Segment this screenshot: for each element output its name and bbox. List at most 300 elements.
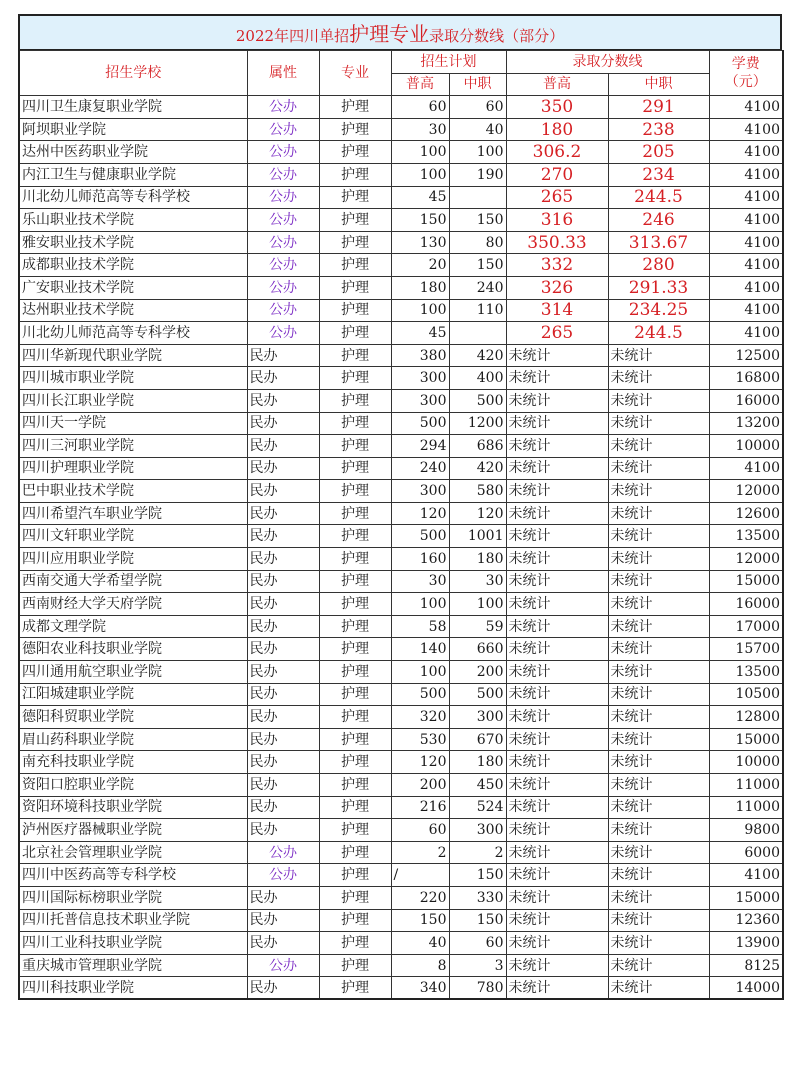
plan-vocational-cell: 180	[449, 751, 506, 774]
score-vocational-cell: 未统计	[608, 683, 709, 706]
plan-general-cell: 300	[391, 367, 449, 390]
plan-general-cell: 216	[391, 796, 449, 819]
plan-general-cell: 140	[391, 638, 449, 661]
major-cell: 护理	[319, 932, 391, 955]
fee-cell: 4100	[709, 163, 783, 186]
score-general-cell: 未统计	[506, 344, 608, 367]
major-cell: 护理	[319, 909, 391, 932]
plan-vocational-cell	[449, 186, 506, 209]
fee-cell: 15000	[709, 570, 783, 593]
fee-cell: 16800	[709, 367, 783, 390]
plan-vocational-cell: 200	[449, 661, 506, 684]
score-vocational-cell: 未统计	[608, 570, 709, 593]
fee-cell: 16000	[709, 593, 783, 616]
score-general-cell: 未统计	[506, 954, 608, 977]
type-cell: 民办	[247, 751, 319, 774]
score-general-cell: 未统计	[506, 480, 608, 503]
school-cell: 西南财经大学天府学院	[19, 593, 247, 616]
school-cell: 四川工业科技职业学院	[19, 932, 247, 955]
score-general-cell: 未统计	[506, 683, 608, 706]
score-general-cell: 未统计	[506, 706, 608, 729]
plan-general-cell: 320	[391, 706, 449, 729]
admission-score-sheet	[18, 14, 782, 1000]
plan-vocational-cell: 150	[449, 254, 506, 277]
plan-vocational-cell: 60	[449, 932, 506, 955]
sheet-title	[18, 14, 782, 50]
fee-cell: 15700	[709, 638, 783, 661]
type-cell: 民办	[247, 819, 319, 842]
school-cell: 四川华新现代职业学院	[19, 344, 247, 367]
score-vocational-cell: 未统计	[608, 367, 709, 390]
score-vocational-cell: 234.25	[608, 299, 709, 322]
header-plan-vocational: 中职	[449, 73, 506, 96]
score-general-cell: 未统计	[506, 977, 608, 1000]
score-vocational-cell: 244.5	[608, 322, 709, 345]
major-cell: 护理	[319, 796, 391, 819]
school-cell: 巴中职业技术学院	[19, 480, 247, 503]
major-cell: 护理	[319, 661, 391, 684]
score-general-cell: 未统计	[506, 864, 608, 887]
school-cell: 四川护理职业学院	[19, 457, 247, 480]
plan-vocational-cell: 400	[449, 367, 506, 390]
major-cell: 护理	[319, 412, 391, 435]
type-cell: 民办	[247, 435, 319, 458]
score-general-cell: 未统计	[506, 819, 608, 842]
header-plan-general: 普高	[391, 73, 449, 96]
score-general-cell: 未统计	[506, 841, 608, 864]
type-cell: 公办	[247, 864, 319, 887]
fee-cell: 15000	[709, 886, 783, 909]
major-cell: 护理	[319, 389, 391, 412]
fee-cell: 10000	[709, 751, 783, 774]
score-vocational-cell: 未统计	[608, 593, 709, 616]
table-row	[19, 141, 783, 164]
table-row	[19, 186, 783, 209]
type-cell: 民办	[247, 570, 319, 593]
type-cell: 民办	[247, 457, 319, 480]
score-general-cell: 326	[506, 276, 608, 299]
table-row	[19, 819, 783, 842]
type-cell: 公办	[247, 299, 319, 322]
score-general-cell: 未统计	[506, 638, 608, 661]
score-general-cell: 未统计	[506, 886, 608, 909]
table-row	[19, 977, 783, 1000]
type-cell: 民办	[247, 774, 319, 797]
school-cell: 眉山药科职业学院	[19, 728, 247, 751]
major-cell: 护理	[319, 186, 391, 209]
plan-general-cell: 130	[391, 231, 449, 254]
type-cell: 民办	[247, 909, 319, 932]
school-cell: 四川中医药高等专科学校	[19, 864, 247, 887]
plan-vocational-cell: 450	[449, 774, 506, 797]
type-cell: 民办	[247, 525, 319, 548]
header-score: 录取分数线	[506, 51, 709, 74]
school-cell: 成都职业技术学院	[19, 254, 247, 277]
score-vocational-cell: 未统计	[608, 909, 709, 932]
score-vocational-cell: 未统计	[608, 502, 709, 525]
table-row	[19, 457, 783, 480]
plan-vocational-cell: 3	[449, 954, 506, 977]
score-general-cell: 未统计	[506, 932, 608, 955]
major-cell: 护理	[319, 751, 391, 774]
score-general-cell: 未统计	[506, 570, 608, 593]
score-general-cell: 270	[506, 163, 608, 186]
header-plan: 招生计划	[391, 51, 506, 74]
fee-cell: 13200	[709, 412, 783, 435]
table-row	[19, 118, 783, 141]
plan-general-cell: 500	[391, 683, 449, 706]
score-vocational-cell: 246	[608, 209, 709, 232]
type-cell: 民办	[247, 615, 319, 638]
school-cell: 德阳农业科技职业学院	[19, 638, 247, 661]
fee-cell: 4100	[709, 118, 783, 141]
plan-general-cell: 120	[391, 502, 449, 525]
table-row	[19, 276, 783, 299]
score-vocational-cell: 313.67	[608, 231, 709, 254]
school-cell: 四川天一学院	[19, 412, 247, 435]
school-cell: 四川通用航空职业学院	[19, 661, 247, 684]
school-cell: 四川国际标榜职业学院	[19, 886, 247, 909]
type-cell: 民办	[247, 389, 319, 412]
major-cell: 护理	[319, 435, 391, 458]
school-cell: 达州职业技术学院	[19, 299, 247, 322]
score-general-cell: 未统计	[506, 525, 608, 548]
score-general-cell: 未统计	[506, 593, 608, 616]
score-vocational-cell: 未统计	[608, 774, 709, 797]
plan-vocational-cell: 500	[449, 389, 506, 412]
major-cell: 护理	[319, 457, 391, 480]
header-score-general: 普高	[506, 73, 608, 96]
fee-cell: 4100	[709, 299, 783, 322]
plan-vocational-cell: 330	[449, 886, 506, 909]
score-vocational-cell: 未统计	[608, 728, 709, 751]
major-cell: 护理	[319, 525, 391, 548]
major-cell: 护理	[319, 322, 391, 345]
type-cell: 公办	[247, 322, 319, 345]
table-row	[19, 570, 783, 593]
fee-cell: 11000	[709, 796, 783, 819]
plan-general-cell: 30	[391, 570, 449, 593]
table-row	[19, 864, 783, 887]
major-cell: 护理	[319, 344, 391, 367]
fee-cell: 17000	[709, 615, 783, 638]
type-cell: 民办	[247, 661, 319, 684]
plan-vocational-cell	[449, 322, 506, 345]
header-row-1	[19, 51, 783, 74]
plan-vocational-cell: 240	[449, 276, 506, 299]
type-cell: 民办	[247, 977, 319, 1000]
plan-general-cell: /	[391, 864, 449, 887]
type-cell: 民办	[247, 367, 319, 390]
score-general-cell: 未统计	[506, 412, 608, 435]
plan-vocational-cell: 300	[449, 706, 506, 729]
fee-cell: 8125	[709, 954, 783, 977]
plan-vocational-cell: 59	[449, 615, 506, 638]
score-general-cell: 未统计	[506, 909, 608, 932]
plan-vocational-cell: 100	[449, 141, 506, 164]
type-cell: 公办	[247, 186, 319, 209]
school-cell: 资阳环境科技职业学院	[19, 796, 247, 819]
school-cell: 四川城市职业学院	[19, 367, 247, 390]
major-cell: 护理	[319, 276, 391, 299]
plan-general-cell: 100	[391, 593, 449, 616]
plan-vocational-cell: 686	[449, 435, 506, 458]
major-cell: 护理	[319, 163, 391, 186]
type-cell: 公办	[247, 954, 319, 977]
fee-cell: 10500	[709, 683, 783, 706]
score-general-cell: 350	[506, 96, 608, 119]
fee-cell: 16000	[709, 389, 783, 412]
major-cell: 护理	[319, 231, 391, 254]
plan-vocational-cell: 300	[449, 819, 506, 842]
major-cell: 护理	[319, 502, 391, 525]
type-cell: 民办	[247, 344, 319, 367]
fee-cell: 13500	[709, 525, 783, 548]
fee-cell: 4100	[709, 141, 783, 164]
table-row	[19, 96, 783, 119]
score-vocational-cell: 未统计	[608, 977, 709, 1000]
score-vocational-cell: 未统计	[608, 864, 709, 887]
plan-vocational-cell: 420	[449, 344, 506, 367]
school-cell: 四川卫生康复职业学院	[19, 96, 247, 119]
table-row	[19, 412, 783, 435]
school-cell: 成都文理学院	[19, 615, 247, 638]
score-general-cell: 未统计	[506, 796, 608, 819]
score-table	[18, 50, 784, 1000]
plan-general-cell: 150	[391, 909, 449, 932]
plan-general-cell: 240	[391, 457, 449, 480]
plan-general-cell: 380	[391, 344, 449, 367]
table-row	[19, 389, 783, 412]
plan-vocational-cell: 670	[449, 728, 506, 751]
table-row	[19, 706, 783, 729]
plan-general-cell: 120	[391, 751, 449, 774]
table-row	[19, 886, 783, 909]
type-cell: 民办	[247, 886, 319, 909]
plan-vocational-cell: 110	[449, 299, 506, 322]
type-cell: 公办	[247, 254, 319, 277]
major-cell: 护理	[319, 118, 391, 141]
table-row	[19, 954, 783, 977]
table-row	[19, 525, 783, 548]
major-cell: 护理	[319, 96, 391, 119]
plan-vocational-cell: 150	[449, 209, 506, 232]
plan-general-cell: 180	[391, 276, 449, 299]
school-cell: 阿坝职业学院	[19, 118, 247, 141]
plan-vocational-cell: 100	[449, 593, 506, 616]
table-row	[19, 548, 783, 571]
fee-cell: 12500	[709, 344, 783, 367]
plan-general-cell: 45	[391, 322, 449, 345]
score-vocational-cell: 未统计	[608, 819, 709, 842]
major-cell: 护理	[319, 209, 391, 232]
score-vocational-cell: 未统计	[608, 480, 709, 503]
fee-cell: 14000	[709, 977, 783, 1000]
type-cell: 民办	[247, 728, 319, 751]
plan-general-cell: 40	[391, 932, 449, 955]
title-prefix: 2022年四川单招	[235, 27, 350, 45]
score-vocational-cell: 未统计	[608, 525, 709, 548]
score-vocational-cell: 未统计	[608, 457, 709, 480]
score-vocational-cell: 未统计	[608, 661, 709, 684]
major-cell: 护理	[319, 774, 391, 797]
title-major: 护理专业	[349, 22, 430, 46]
fee-cell: 10000	[709, 435, 783, 458]
type-cell: 民办	[247, 796, 319, 819]
score-general-cell: 未统计	[506, 502, 608, 525]
plan-general-cell: 45	[391, 186, 449, 209]
score-vocational-cell: 234	[608, 163, 709, 186]
table-row	[19, 638, 783, 661]
plan-vocational-cell: 40	[449, 118, 506, 141]
score-vocational-cell: 未统计	[608, 412, 709, 435]
score-general-cell: 332	[506, 254, 608, 277]
table-row	[19, 435, 783, 458]
plan-vocational-cell: 190	[449, 163, 506, 186]
major-cell: 护理	[319, 977, 391, 1000]
fee-cell: 9800	[709, 819, 783, 842]
score-vocational-cell: 未统计	[608, 954, 709, 977]
school-cell: 四川文轩职业学院	[19, 525, 247, 548]
school-cell: 四川科技职业学院	[19, 977, 247, 1000]
major-cell: 护理	[319, 954, 391, 977]
type-cell: 民办	[247, 548, 319, 571]
school-cell: 北京社会管理职业学院	[19, 841, 247, 864]
type-cell: 民办	[247, 480, 319, 503]
major-cell: 护理	[319, 480, 391, 503]
header-fee-label: 学费	[731, 56, 760, 73]
plan-general-cell: 500	[391, 412, 449, 435]
score-vocational-cell: 未统计	[608, 751, 709, 774]
fee-cell: 12800	[709, 706, 783, 729]
score-vocational-cell: 291	[608, 96, 709, 119]
fee-cell: 4100	[709, 276, 783, 299]
table-row	[19, 751, 783, 774]
major-cell: 护理	[319, 299, 391, 322]
school-cell: 四川长江职业学院	[19, 389, 247, 412]
plan-general-cell: 8	[391, 954, 449, 977]
school-cell: 德阳科贸职业学院	[19, 706, 247, 729]
school-cell: 四川希望汽车职业学院	[19, 502, 247, 525]
score-general-cell: 未统计	[506, 457, 608, 480]
school-cell: 内江卫生与健康职业学院	[19, 163, 247, 186]
plan-general-cell: 100	[391, 163, 449, 186]
major-cell: 护理	[319, 254, 391, 277]
plan-general-cell: 300	[391, 389, 449, 412]
type-cell: 公办	[247, 96, 319, 119]
fee-cell: 4100	[709, 254, 783, 277]
fee-cell: 6000	[709, 841, 783, 864]
table-row	[19, 480, 783, 503]
score-vocational-cell: 未统计	[608, 932, 709, 955]
plan-vocational-cell: 2	[449, 841, 506, 864]
score-general-cell: 未统计	[506, 367, 608, 390]
plan-general-cell: 340	[391, 977, 449, 1000]
school-cell: 川北幼儿师范高等专科学校	[19, 322, 247, 345]
plan-general-cell: 30	[391, 118, 449, 141]
major-cell: 护理	[319, 638, 391, 661]
type-cell: 民办	[247, 932, 319, 955]
plan-general-cell: 530	[391, 728, 449, 751]
score-general-cell: 180	[506, 118, 608, 141]
table-row	[19, 683, 783, 706]
table-row	[19, 254, 783, 277]
school-cell: 重庆城市管理职业学院	[19, 954, 247, 977]
type-cell: 民办	[247, 706, 319, 729]
score-general-cell: 未统计	[506, 661, 608, 684]
major-cell: 护理	[319, 367, 391, 390]
fee-cell: 4100	[709, 96, 783, 119]
plan-general-cell: 100	[391, 299, 449, 322]
plan-vocational-cell: 150	[449, 864, 506, 887]
plan-general-cell: 220	[391, 886, 449, 909]
table-row	[19, 796, 783, 819]
plan-vocational-cell: 500	[449, 683, 506, 706]
score-general-cell: 316	[506, 209, 608, 232]
type-cell: 民办	[247, 683, 319, 706]
type-cell: 公办	[247, 163, 319, 186]
score-general-cell: 未统计	[506, 548, 608, 571]
score-vocational-cell: 291.33	[608, 276, 709, 299]
major-cell: 护理	[319, 706, 391, 729]
plan-general-cell: 2	[391, 841, 449, 864]
plan-vocational-cell: 580	[449, 480, 506, 503]
plan-vocational-cell: 150	[449, 909, 506, 932]
type-cell: 民办	[247, 638, 319, 661]
major-cell: 护理	[319, 864, 391, 887]
type-cell: 民办	[247, 502, 319, 525]
table-row	[19, 299, 783, 322]
table-row	[19, 344, 783, 367]
school-cell: 江阳城建职业学院	[19, 683, 247, 706]
score-vocational-cell: 205	[608, 141, 709, 164]
plan-vocational-cell: 420	[449, 457, 506, 480]
plan-general-cell: 60	[391, 96, 449, 119]
table-row	[19, 728, 783, 751]
school-cell: 西南交通大学希望学院	[19, 570, 247, 593]
title-suffix: 录取分数线（部分）	[429, 27, 565, 45]
fee-cell: 12600	[709, 502, 783, 525]
fee-cell: 4100	[709, 322, 783, 345]
score-general-cell: 未统计	[506, 615, 608, 638]
fee-cell: 11000	[709, 774, 783, 797]
major-cell: 护理	[319, 886, 391, 909]
school-cell: 乐山职业技术学院	[19, 209, 247, 232]
type-cell: 公办	[247, 276, 319, 299]
fee-cell: 12360	[709, 909, 783, 932]
plan-general-cell: 100	[391, 661, 449, 684]
plan-general-cell: 300	[391, 480, 449, 503]
plan-general-cell: 160	[391, 548, 449, 571]
major-cell: 护理	[319, 570, 391, 593]
header-score-vocational: 中职	[608, 73, 709, 96]
fee-cell: 4100	[709, 231, 783, 254]
score-general-cell: 265	[506, 322, 608, 345]
plan-general-cell: 200	[391, 774, 449, 797]
score-vocational-cell: 未统计	[608, 638, 709, 661]
type-cell: 公办	[247, 231, 319, 254]
score-vocational-cell: 未统计	[608, 344, 709, 367]
school-cell: 南充科技职业学院	[19, 751, 247, 774]
major-cell: 护理	[319, 683, 391, 706]
fee-cell: 12000	[709, 548, 783, 571]
score-vocational-cell: 未统计	[608, 548, 709, 571]
school-cell: 四川应用职业学院	[19, 548, 247, 571]
header-fee	[709, 51, 783, 96]
school-cell: 达州中医药职业学院	[19, 141, 247, 164]
plan-general-cell: 20	[391, 254, 449, 277]
school-cell: 广安职业技术学院	[19, 276, 247, 299]
